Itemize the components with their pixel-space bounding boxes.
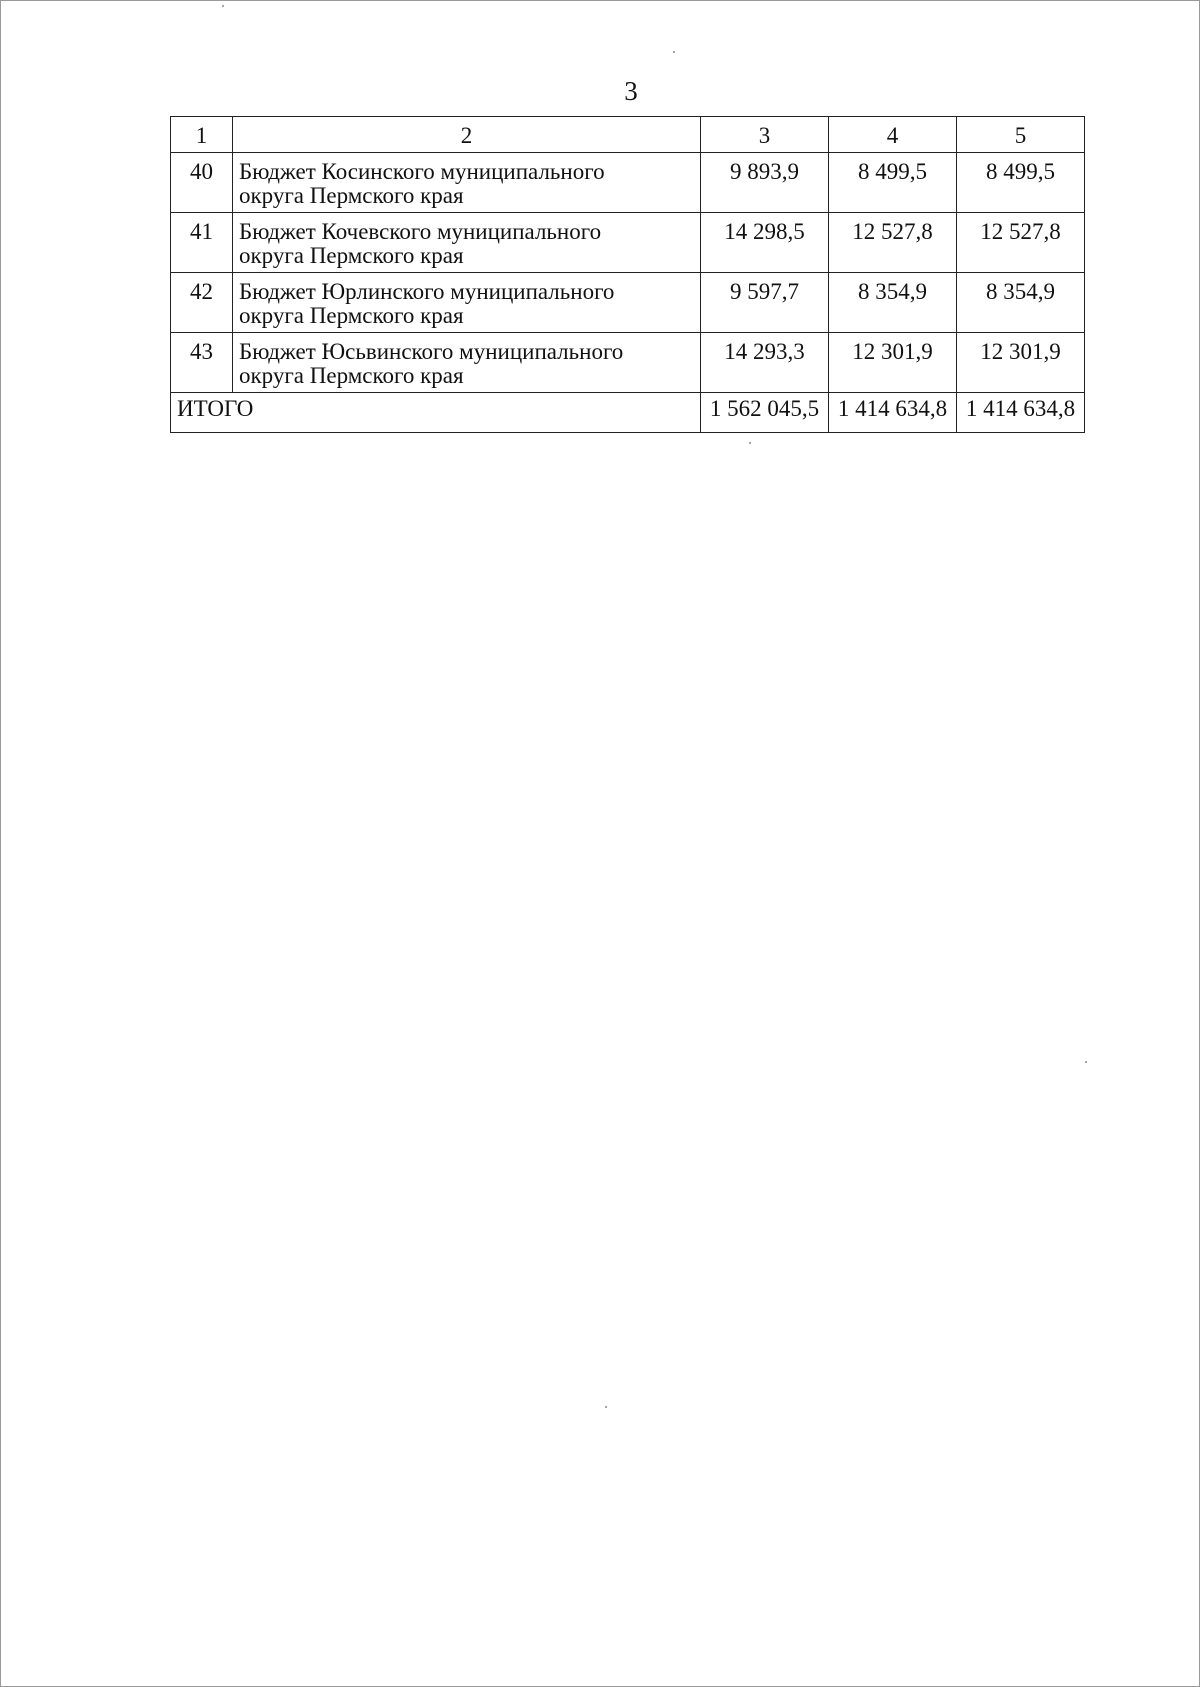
value-col3: 9 597,7 [701,273,829,333]
row-number: 40 [171,153,233,213]
budget-name-line2: округа Пермского края [239,363,464,388]
header-cell-1: 1 [171,117,233,153]
total-col5: 1 414 634,8 [957,393,1085,433]
scan-speck [749,442,751,444]
budget-name [233,213,701,273]
table-row [171,213,1085,273]
budget-name-line1: Бюджет Юсьвинского муниципального [239,339,624,364]
header-cell-2: 2 [233,117,701,153]
scan-speck [222,5,224,7]
budget-name-line1: Бюджет Юрлинского муниципального [239,279,615,304]
value-col3: 14 293,3 [701,333,829,393]
scan-speck [605,1406,607,1408]
header-cell-4: 4 [829,117,957,153]
budget-name-line2: округа Пермского края [239,183,464,208]
budget-name-line2: округа Пермского края [239,243,464,268]
budget-name-line1: Бюджет Кочевского муниципального [239,219,602,244]
table-row [171,153,1085,213]
scan-speck [1085,1061,1087,1063]
value-col4: 8 354,9 [829,273,957,333]
table-row [171,333,1085,393]
budget-name [233,333,701,393]
row-number: 41 [171,213,233,273]
total-col4: 1 414 634,8 [829,393,957,433]
budget-name [233,273,701,333]
value-col5: 8 354,9 [957,273,1085,333]
budget-name [233,153,701,213]
value-col5: 8 499,5 [957,153,1085,213]
page-number: 3 [624,76,638,106]
table-total-row [171,393,1085,433]
table-row [171,273,1085,333]
value-col4: 12 527,8 [829,213,957,273]
total-label: ИТОГО [171,393,701,433]
value-col4: 12 301,9 [829,333,957,393]
value-col3: 9 893,9 [701,153,829,213]
scan-speck [673,51,675,53]
budget-name-line1: Бюджет Косинского муниципального [239,159,605,184]
row-number: 43 [171,333,233,393]
total-col3: 1 562 045,5 [701,393,829,433]
value-col5: 12 527,8 [957,213,1085,273]
header-cell-5: 5 [957,117,1085,153]
budget-allocation-table [170,116,1085,433]
row-number: 42 [171,273,233,333]
table-header-row [171,117,1085,153]
budget-name-line2: округа Пермского края [239,303,464,328]
value-col5: 12 301,9 [957,333,1085,393]
header-cell-3: 3 [701,117,829,153]
value-col3: 14 298,5 [701,213,829,273]
value-col4: 8 499,5 [829,153,957,213]
